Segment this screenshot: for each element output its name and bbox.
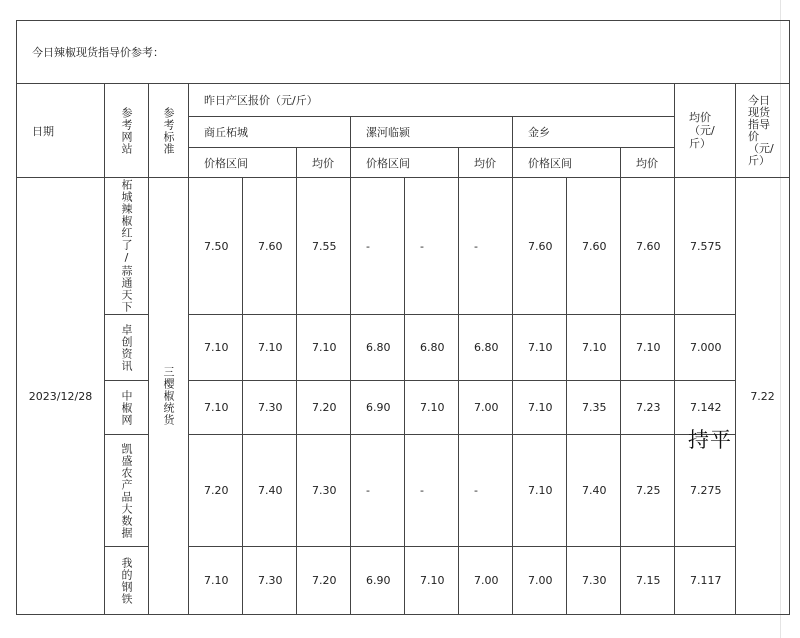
today-price-cell: 7.22 (736, 178, 790, 615)
value-cell: 7.30 (297, 435, 351, 547)
subheader-price-range: 价格区间 (189, 148, 297, 178)
value-cell: 7.10 (405, 381, 459, 435)
subheader-avg: 均价 (459, 148, 513, 178)
value-cell: 7.30 (567, 547, 621, 615)
value-cell: 7.10 (189, 315, 243, 381)
value-cell: 6.80 (459, 315, 513, 381)
value-cell: 7.60 (621, 178, 675, 315)
value-cell: - (351, 435, 405, 547)
date-cell: 2023/12/28 (17, 178, 105, 615)
value-cell: 7.60 (243, 178, 297, 315)
site-cell: 凯盛农产品大数据 (105, 435, 149, 547)
region-name: 金乡 (513, 117, 675, 148)
value-cell: 7.60 (513, 178, 567, 315)
value-cell: 7.60 (567, 178, 621, 315)
value-cell: 7.10 (405, 547, 459, 615)
value-cell: 7.10 (243, 315, 297, 381)
value-cell: 7.10 (513, 381, 567, 435)
site-cell: 柘城辣椒红了/蒜通天下 (105, 178, 149, 315)
site-cell: 卓创资讯 (105, 315, 149, 381)
table-row (17, 381, 790, 435)
subheader-price-range: 价格区间 (351, 148, 459, 178)
table-row (17, 178, 790, 315)
avg-cell: 7.117 (675, 547, 736, 615)
avg-cell: 7.275 (675, 435, 736, 547)
value-cell: 6.90 (351, 547, 405, 615)
site-cell: 中椒网 (105, 381, 149, 435)
value-cell: 6.80 (351, 315, 405, 381)
table-row (17, 315, 790, 381)
value-cell: 6.90 (351, 381, 405, 435)
header-standard: 参考标准 (149, 84, 189, 178)
value-cell: 7.10 (567, 315, 621, 381)
value-cell: 7.40 (243, 435, 297, 547)
value-cell: 7.10 (621, 315, 675, 381)
value-cell: 6.80 (405, 315, 459, 381)
header-today-price: 今日 现货 指导 价 （元/ 斤） (736, 84, 790, 178)
subheader-avg: 均价 (621, 148, 675, 178)
region-name: 漯河临颍 (351, 117, 513, 148)
avg-cell: 7.142 (675, 381, 736, 435)
value-cell: - (459, 435, 513, 547)
avg-cell: 7.575 (675, 178, 736, 315)
trend-label: 持平 (688, 428, 732, 452)
value-cell: - (405, 435, 459, 547)
value-cell: 7.35 (567, 381, 621, 435)
subheader-price-range: 价格区间 (513, 148, 621, 178)
value-cell: - (459, 178, 513, 315)
region-name: 商丘柘城 (189, 117, 351, 148)
value-cell: 7.55 (297, 178, 351, 315)
value-cell: 7.50 (189, 178, 243, 315)
avg-cell: 7.000 (675, 315, 736, 381)
value-cell: 7.00 (459, 381, 513, 435)
value-cell: 7.10 (513, 315, 567, 381)
value-cell: 7.30 (243, 381, 297, 435)
value-cell: 7.10 (189, 381, 243, 435)
value-cell: 7.00 (513, 547, 567, 615)
value-cell: 7.23 (621, 381, 675, 435)
header-overall-avg: 均价 （元/ 斤） (675, 84, 736, 178)
table-title: 今日辣椒现货指导价参考： (17, 21, 790, 84)
value-cell: - (405, 178, 459, 315)
value-cell: - (351, 178, 405, 315)
value-cell: 7.20 (297, 381, 351, 435)
value-cell: 7.30 (243, 547, 297, 615)
subheader-avg: 均价 (297, 148, 351, 178)
value-cell: 7.15 (621, 547, 675, 615)
value-cell: 7.20 (189, 435, 243, 547)
value-cell: 7.10 (189, 547, 243, 615)
table-row (17, 547, 790, 615)
header-yesterday-quote: 昨日产区报价（元/斤） (189, 84, 675, 117)
value-cell: 7.20 (297, 547, 351, 615)
site-cell: 我的钢铁 (105, 547, 149, 615)
header-site: 参考网站 (105, 84, 149, 178)
value-cell: 7.10 (513, 435, 567, 547)
standard-cell: 三樱椒统货 (149, 178, 189, 615)
value-cell: 7.00 (459, 547, 513, 615)
header-date: 日期 (17, 84, 105, 178)
table-row (17, 435, 790, 547)
price-table-wrapper (16, 20, 785, 615)
value-cell: 7.25 (621, 435, 675, 547)
value-cell: 7.40 (567, 435, 621, 547)
price-table (16, 20, 790, 615)
value-cell: 7.10 (297, 315, 351, 381)
